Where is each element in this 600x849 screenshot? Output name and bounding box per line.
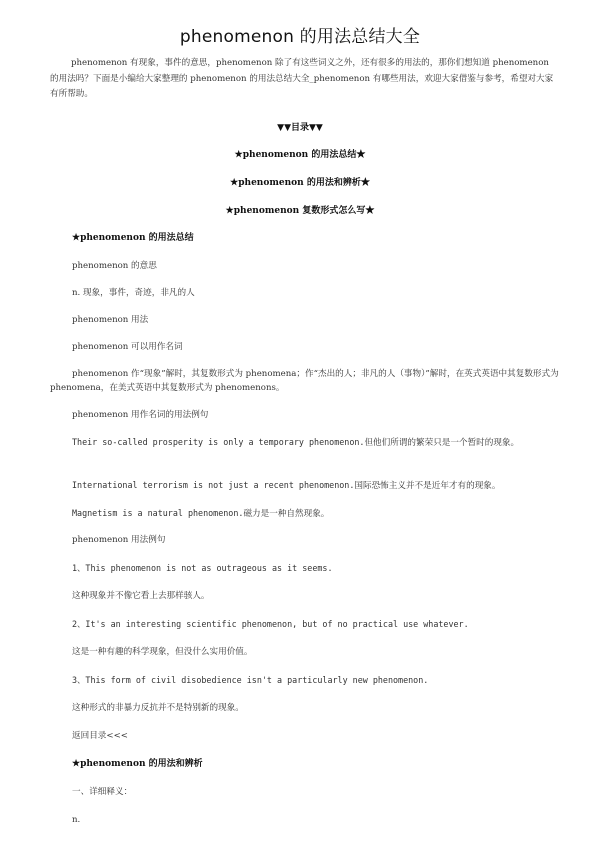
example-english: 2、It's an interesting scientific phenomenon, but of no practical use whatever. xyxy=(72,619,469,629)
usage-noun-note: phenomenon 可以用作名词 xyxy=(72,342,183,352)
example-english: Magnetism is a natural phenomenon. xyxy=(72,508,244,518)
toc-item-usage-analysis[interactable]: ★phenomenon 的用法和辨析★ xyxy=(230,178,370,188)
noun-examples-label: phenomenon 用作名词的用法例句 xyxy=(72,410,209,420)
example-chinese: 这种形式的非暴力反抗并不是特别新的现象。 xyxy=(72,703,244,713)
example-chinese: 这是一种有趣的科学现象，但没什么实用价值。 xyxy=(72,647,253,657)
example-chinese: 这种现象并不像它看上去那样骇人。 xyxy=(72,591,210,601)
section-heading-usage-analysis: ★phenomenon 的用法和辨析 xyxy=(72,759,203,769)
intro-paragraph: phenomenon 有现象，事件的意思，phenomenon 除了有这些词义之外，还有很多的用法的，那你们想知道 phenomenon 的用法吗？下面是小编给大家整理的 phenomenon 的用法总结大全_phenomenon 有哪些用法，欢迎大家借鉴与参考，希望对大家有所帮助。 xyxy=(50,58,554,99)
section-heading-usage-summary: ★phenomenon 的用法总结 xyxy=(72,233,194,243)
example-chinese: 国际恐怖主义并不是近年才有的现象。 xyxy=(354,481,501,491)
detailed-definition-label: 一、详细释义： xyxy=(72,787,133,797)
examples-label: phenomenon 用法例句 xyxy=(72,535,166,545)
example-english: International terrorism is not just a recent phenomenon. xyxy=(72,480,355,490)
meaning-label: phenomenon 的意思 xyxy=(72,261,157,271)
example-english: 1、This phenomenon is not as outrageous as it seems. xyxy=(72,563,333,573)
toc-item-usage-summary[interactable]: ★phenomenon 的用法总结★ xyxy=(234,150,366,160)
example-chinese: 磁力是一种自然现象。 xyxy=(243,509,330,519)
toc-item-plural-form[interactable]: ★phenomenon 复数形式怎么写★ xyxy=(225,206,375,216)
page-title: phenomenon 的用法总结大全 xyxy=(179,27,421,47)
usage-label: phenomenon 用法 xyxy=(72,315,149,325)
noun-example xyxy=(50,435,562,450)
meaning-text: n. 现象，事件，奇迹，非凡的人 xyxy=(72,288,195,298)
example-english: Their so-called prosperity is only a temporary phenomenon. xyxy=(72,437,365,447)
noun-example xyxy=(72,478,562,493)
example-english: 3、This form of civil disobedience isn't a particularly new phenomenon. xyxy=(72,675,429,685)
part-of-speech: n. xyxy=(72,815,81,825)
back-to-toc-link[interactable]: 返回目录<<< xyxy=(72,731,128,741)
example-chinese: 但他们所谓的繁荣只是一个暂时的现象。 xyxy=(364,438,520,448)
toc-heading: ▼▼目录▼▼ xyxy=(277,123,323,133)
noun-example xyxy=(72,506,562,521)
plural-note: phenomenon 作“现象”解时，其复数形式为 phenomena；作“杰出的人；非凡的人（事物）”解时，在英式英语中其复数形式为 phenomena，在美式英语中其复数形式为 phenomenons。 xyxy=(50,369,559,393)
